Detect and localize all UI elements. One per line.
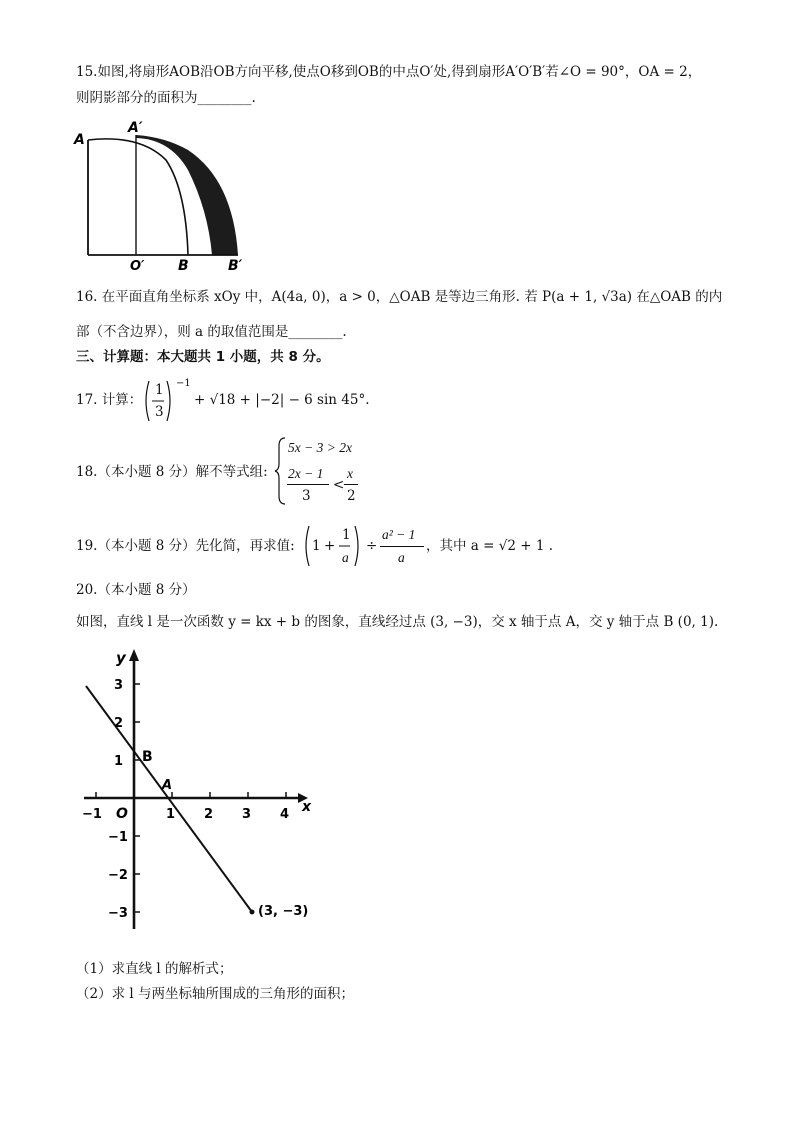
- q20-part1: （1）求直线 l 的解析式；: [76, 961, 233, 977]
- q17-num: 1: [155, 382, 164, 398]
- x-tick-1: 1: [166, 807, 176, 822]
- x-tick-2: 2: [204, 807, 214, 822]
- q17-rest: + √18 + |−2| − 6 sin 45°.: [194, 392, 370, 408]
- q19-n1: 1: [342, 527, 351, 543]
- q18-lt: <: [333, 477, 345, 493]
- label-point-B: B: [142, 749, 153, 765]
- y-axis-label: y: [116, 649, 126, 667]
- arc-ab: [88, 139, 188, 255]
- q19-d1: a: [342, 550, 349, 565]
- y-tick-neg1: −1: [108, 830, 128, 845]
- q18-num1: 2x − 1: [288, 466, 324, 481]
- y-tick-2: 2: [114, 716, 124, 731]
- x-tick-4: 4: [280, 807, 290, 822]
- x-tick-neg1: −1: [82, 807, 102, 822]
- q18-prefix: 18.（本小题 8 分）解不等式组:: [76, 464, 268, 480]
- y-tick-neg3: −3: [108, 906, 128, 921]
- y-tick-3: 3: [114, 678, 124, 693]
- q15-line1: 15.如图,将扇形AOB沿OB方向平移,使点O移到OB的中点O′处,得到扇形A′O′B′若∠O = 90°，OA = 2，: [76, 64, 702, 80]
- q18-num2: x: [347, 466, 353, 481]
- origin-label: O: [116, 806, 128, 822]
- q20-text: 如图，直线 l 是一次函数 y = kx + b 的图象，直线经过点 (3, −3)，交 x 轴于点 A，交 y 轴于点 B (0, 1).: [76, 614, 719, 630]
- q15-figure: [70, 120, 260, 270]
- q16-line1: 16. 在平面直角坐标系 xOy 中，A(4a, 0)，a > 0，△OAB 是等边三角形. 若 P(a + 1, √3a) 在△OAB 的内: [76, 289, 723, 305]
- q19-d2: a: [398, 550, 405, 565]
- q20-part2: （2）求 l 与两坐标轴所围成的三角形的面积；: [76, 986, 354, 1002]
- q17-prefix: 17. 计算：: [76, 392, 143, 408]
- label-A: A: [74, 132, 85, 148]
- x-tick-3: 3: [242, 807, 252, 822]
- q19-n2: a² − 1: [382, 527, 416, 542]
- q19-plus: +: [324, 538, 336, 554]
- label-B: B: [178, 258, 189, 270]
- y-tick-1: 1: [114, 754, 124, 769]
- q17-den: 3: [155, 404, 164, 420]
- q18-den2: 2: [347, 488, 356, 504]
- y-tick-neg2: −2: [108, 868, 128, 883]
- q19-suffix: ，其中 a = √2 + 1 .: [426, 538, 553, 554]
- q17-exp: −1: [176, 378, 191, 389]
- q18-den1: 3: [302, 488, 311, 504]
- q19-one: 1: [312, 538, 321, 554]
- q18-brace: [274, 436, 288, 506]
- label-point-A: A: [162, 778, 173, 793]
- label-O-prime: O′: [130, 259, 145, 270]
- label-B-prime: B′: [228, 258, 243, 270]
- q19-prefix: 19.（本小题 8 分）先化简，再求值:: [76, 538, 295, 554]
- section-3-heading: 三、计算题：本大题共 1 小题，共 8 分。: [76, 349, 330, 365]
- q20-header: 20.（本小题 8 分）: [76, 582, 196, 598]
- label-A-prime: A′: [128, 120, 143, 136]
- q15-line2: 则阴影部分的面积为________.: [76, 90, 256, 106]
- q16-line2: 部（不含边界），则 a 的取值范围是________.: [76, 324, 347, 340]
- q19-div: ÷: [366, 538, 378, 554]
- q18-ineq1: 5x − 3 > 2x: [288, 440, 352, 455]
- q20-graph: [76, 645, 326, 945]
- point-3-neg3: [250, 910, 255, 915]
- label-point-3-neg3: (3, −3): [258, 904, 309, 919]
- x-axis-label: x: [302, 799, 312, 815]
